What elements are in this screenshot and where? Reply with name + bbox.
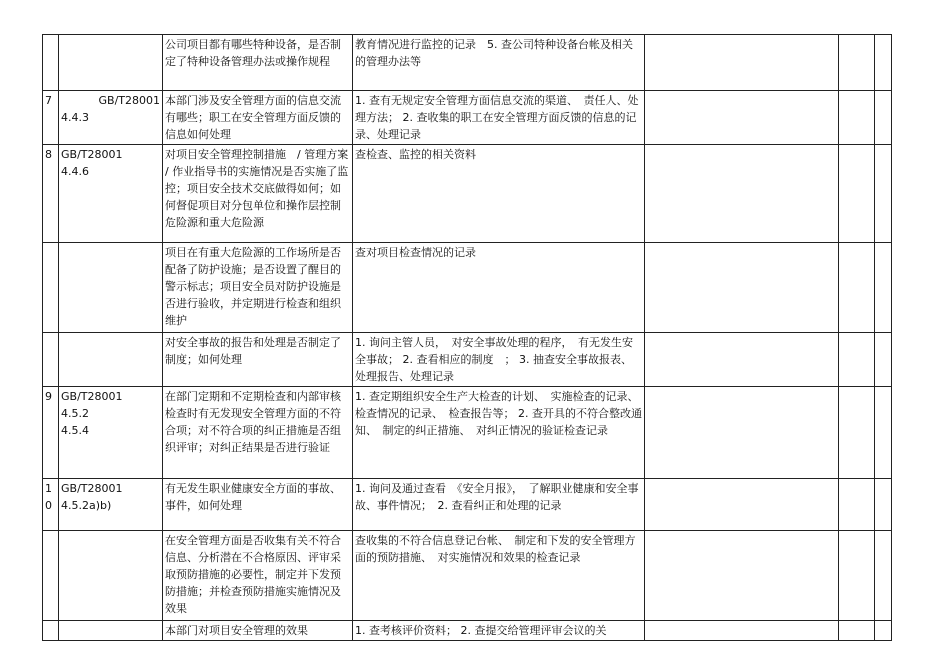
method-cell: 查对项目检查情况的记录 bbox=[353, 243, 645, 333]
clause-cell bbox=[59, 243, 163, 333]
item-number-cell bbox=[43, 35, 59, 91]
method-cell: 查收集的不符合信息登记台帐、 制定和下发的安全管理方面的预防措施、 对实施情况和效果的检查记录 bbox=[353, 531, 645, 621]
question-cell: 本部门涉及安全管理方面的信息交流有哪些；职工在安全管理方面反馈的信息如何处理 bbox=[163, 91, 353, 145]
score-cell bbox=[839, 531, 875, 621]
clause-cell bbox=[59, 333, 163, 387]
remark-cell bbox=[875, 479, 892, 531]
result-cell bbox=[645, 479, 839, 531]
clause-cell bbox=[59, 387, 163, 479]
clause-number: 4.4.6 bbox=[61, 165, 89, 178]
result-cell bbox=[645, 91, 839, 145]
table-row bbox=[43, 243, 892, 333]
method-cell: 1. 询问及通过查看 《安全月报》， 了解职业健康和安全事故、事件情况； 2. 查看纠正和处理的记录 bbox=[353, 479, 645, 531]
item-number-cell bbox=[43, 621, 59, 641]
item-number-cell bbox=[43, 243, 59, 333]
clause-number: 4.5.2a)b) bbox=[61, 499, 112, 512]
clause-cell bbox=[59, 91, 163, 145]
question-cell: 有无发生职业健康安全方面的事故、事件，如何处理 bbox=[163, 479, 353, 531]
item-number-cell: 10 bbox=[43, 479, 59, 531]
score-cell bbox=[839, 621, 875, 641]
clause-standard: GB/T28001 bbox=[61, 482, 123, 495]
remark-cell bbox=[875, 243, 892, 333]
score-cell bbox=[839, 333, 875, 387]
result-cell bbox=[645, 35, 839, 91]
clause-cell bbox=[59, 479, 163, 531]
clause-standard: GB/T28001 bbox=[61, 390, 123, 403]
score-cell bbox=[839, 387, 875, 479]
method-cell: 教育情况进行监控的记录 5. 查公司特种设备台帐及相关的管理办法等 bbox=[353, 35, 645, 91]
result-cell bbox=[645, 145, 839, 243]
method-cell: 1. 询问主管人员， 对安全事故处理的程序， 有无发生安全事故； 2. 查看相应的制度 ； 3. 抽查安全事故报表、处理报告、处理记录 bbox=[353, 333, 645, 387]
clause-number: 4.5.2 4.5.4 bbox=[61, 407, 89, 437]
item-number-cell: 8 bbox=[43, 145, 59, 243]
question-cell: 对安全事故的报告和处理是否制定了制度；如何处理 bbox=[163, 333, 353, 387]
table-row bbox=[43, 35, 892, 91]
table-row bbox=[43, 479, 892, 531]
result-cell bbox=[645, 333, 839, 387]
remark-cell bbox=[875, 145, 892, 243]
remark-cell bbox=[875, 91, 892, 145]
item-number-cell: 9 bbox=[43, 387, 59, 479]
clause-standard: GB/T28001 bbox=[98, 94, 160, 107]
clause-cell bbox=[59, 35, 163, 91]
item-number-cell bbox=[43, 531, 59, 621]
method-cell: 1. 查有无规定安全管理方面信息交流的渠道、 责任人、处理方法； 2. 查收集的职工在安全管理方面反馈的信息的记录、处理记录 bbox=[353, 91, 645, 145]
remark-cell bbox=[875, 531, 892, 621]
clause-number: 4.4.3 bbox=[61, 111, 89, 124]
audit-checklist-sheet bbox=[42, 34, 891, 636]
clause-cell bbox=[59, 145, 163, 243]
remark-cell bbox=[875, 387, 892, 479]
item-number-cell: 7 bbox=[43, 91, 59, 145]
result-cell bbox=[645, 531, 839, 621]
score-cell bbox=[839, 479, 875, 531]
question-cell: 本部门对项目安全管理的效果 bbox=[163, 621, 353, 641]
result-cell bbox=[645, 621, 839, 641]
remark-cell bbox=[875, 621, 892, 641]
clause-cell bbox=[59, 621, 163, 641]
question-cell: 在部门定期和不定期检查和内部审核检查时有无发现安全管理方面的不符合项；对不符合项的纠正措施是否组织评审；对纠正结果是否进行验证 bbox=[163, 387, 353, 479]
score-cell bbox=[839, 145, 875, 243]
method-cell: 查检查、监控的相关资料 bbox=[353, 145, 645, 243]
question-cell: 对项目安全管理控制措施 / 管理方案 / 作业指导书的实施情况是否实施了监控；项目安全技术交底做得如何；如何督促项目对分包单位和操作层控制危险源和重大危险源 bbox=[163, 145, 353, 243]
method-cell: 1. 查定期组织安全生产大检查的计划、 实施检查的记录、检查情况的记录、 检查报告等； 2. 查开具的不符合整改通知、 制定的纠正措施、 对纠正情况的验证检查记录 bbox=[353, 387, 645, 479]
question-cell: 公司项目都有哪些特种设备，是否制定了特种设备管理办法或操作规程 bbox=[163, 35, 353, 91]
question-cell: 在安全管理方面是否收集有关不符合信息、分析潜在不合格原因、评审采取预防措施的必要性，制定并下发预防措施；并检查预防措施实施情况及效果 bbox=[163, 531, 353, 621]
score-cell bbox=[839, 243, 875, 333]
clause-standard: GB/T28001 bbox=[61, 148, 123, 161]
method-cell: 1. 查考核评价资料； 2. 查提交给管理评审会议的关 bbox=[353, 621, 645, 641]
table-row bbox=[43, 91, 892, 145]
table-row bbox=[43, 333, 892, 387]
remark-cell bbox=[875, 35, 892, 91]
table-row bbox=[43, 145, 892, 243]
result-cell bbox=[645, 243, 839, 333]
remark-cell bbox=[875, 333, 892, 387]
table-row bbox=[43, 387, 892, 479]
score-cell bbox=[839, 91, 875, 145]
question-cell: 项目在有重大危险源的工作场所是否配备了防护设施；是否设置了醒目的警示标志；项目安全员对防护设施是否进行验收，并定期进行检查和组织维护 bbox=[163, 243, 353, 333]
table-row bbox=[43, 621, 892, 641]
score-cell bbox=[839, 35, 875, 91]
audit-checklist-table bbox=[42, 34, 892, 641]
table-row bbox=[43, 531, 892, 621]
result-cell bbox=[645, 387, 839, 479]
item-number-cell bbox=[43, 333, 59, 387]
clause-cell bbox=[59, 531, 163, 621]
table-body bbox=[43, 35, 892, 641]
